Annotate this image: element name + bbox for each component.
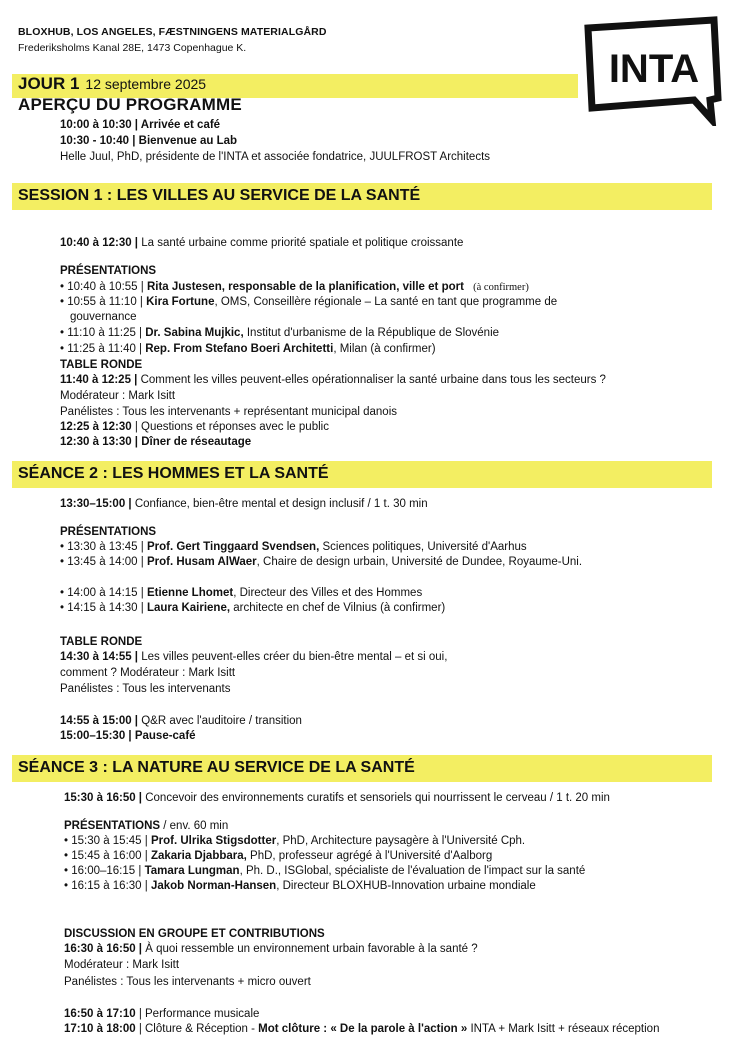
s1-panelists: Panélistes : Tous les intervenants + représentant municipal danois — [60, 406, 397, 418]
s3-intro: 15:30 à 16:50 | Concevoir des environnements curatifs et sensoriels qui nourrissent le cerveau / 1 t. 20 min — [64, 792, 610, 804]
s3-presentations-heading: PRÉSENTATIONS / env. 60 min — [64, 820, 229, 832]
arrival-line: 10:00 à 10:30 | Arrivée et café — [60, 119, 221, 131]
s1-moderator: Modérateur : Mark Isitt — [60, 390, 176, 402]
s1-presentation-3: • 11:10 à 11:25 | Dr. Sabina Mujkic, Institut d'urbanisme de la République de Slovénie — [60, 327, 500, 339]
s2-presentation-2: • 13:45 à 14:00 | Prof. Husam AlWaer, Chaire de design urbain, Université de Dundee, Royaume-Uni. — [60, 556, 583, 568]
s3-moderator: Modérateur : Mark Isitt — [64, 959, 180, 971]
s1-qa: 12:25 à 12:30 | Questions et réponses avec le public — [60, 421, 329, 433]
s2-presentation-1: • 13:30 à 13:45 | Prof. Gert Tinggaard Svendsen, Sciences politiques, Université d'Aarhus — [60, 541, 527, 553]
s2-presentations-heading: PRÉSENTATIONS — [60, 526, 157, 538]
s1-presentations-heading: PRÉSENTATIONS — [60, 265, 157, 277]
s3-presentation-3: • 16:00–16:15 | Tamara Lungman, Ph. D., ISGlobal, spécialiste de l'évaluation de l'impact sur la santé — [64, 865, 586, 877]
session3-title: SÉANCE 3 : LA NATURE AU SERVICE DE LA SANTÉ — [18, 759, 415, 776]
welcome-line: 10:30 - 10:40 | Bienvenue au Lab — [60, 135, 238, 147]
s2-presentation-3: • 14:00 à 14:15 | Etienne Lhomet, Directeur des Villes et des Hommes — [60, 587, 423, 599]
s3-music: 16:50 à 17:10 | Performance musicale — [64, 1008, 260, 1020]
welcome-speaker: Helle Juul, PhD, présidente de l'INTA et associée fondatrice, JUULFROST Architects — [60, 151, 491, 163]
inta-logo — [578, 16, 728, 126]
venue-address: Frederiksholms Kanal 28E, 1473 Copenhague K. — [18, 42, 247, 54]
venue-title: BLOXHUB, LOS ANGELES, FÆSTNINGENS MATERIALGÅRD — [18, 26, 327, 38]
s1-roundtable-heading: TABLE RONDE — [60, 359, 143, 371]
program-overview-title: APERÇU DU PROGRAMME — [18, 95, 242, 114]
s1-presentation-2-cont: gouvernance — [70, 311, 137, 323]
s1-presentation-4: • 11:25 à 11:40 | Rep. From Stefano Boeri Architetti, Milan (à confirmer) — [60, 343, 436, 355]
session1-title: SESSION 1 : LES VILLES AU SERVICE DE LA SANTÉ — [18, 187, 421, 204]
s2-roundtable-line: 14:30 à 14:55 | Les villes peuvent-elles créer du bien-être mental – et si oui, — [60, 651, 448, 663]
s1-roundtable-line: 11:40 à 12:25 | Comment les villes peuvent-elles opérationnaliser la santé urbaine dans tous les secteurs ? — [60, 374, 606, 386]
s1-presentation-2: • 10:55 à 11:10 | Kira Fortune, OMS, Conseillère régionale – La santé en tant que programme de — [60, 296, 558, 308]
day-label: JOUR 1 — [18, 74, 80, 93]
s2-intro: 13:30–15:00 | Confiance, bien-être mental et design inclusif / 1 t. 30 min — [60, 498, 428, 510]
s3-panelists: Panélistes : Tous les intervenants + micro ouvert — [64, 976, 311, 988]
s2-roundtable-heading: TABLE RONDE — [60, 636, 143, 648]
s2-coffee-break: 15:00–15:30 | Pause-café — [60, 730, 196, 742]
s2-qa: 14:55 à 15:00 | Q&R avec l'auditoire / transition — [60, 715, 302, 727]
s1-presentation-1: • 10:40 à 10:55 | Rita Justesen, responsable de la planification, ville et port (à confirmer) — [60, 281, 529, 293]
day-date: 12 septembre 2025 — [85, 76, 207, 92]
s3-presentation-2: • 15:45 à 16:00 | Zakaria Djabbara, PhD, professeur agrégé à l'Université d'Aalborg — [64, 850, 493, 862]
s1-lunch: 12:30 à 13:30 | Dîner de réseautage — [60, 436, 252, 448]
s2-panelists: Panélistes : Tous les intervenants — [60, 683, 231, 695]
s3-discussion-line: 16:30 à 16:50 | À quoi ressemble un environnement urbain favorable à la santé ? — [64, 943, 478, 955]
session2-title: SÉANCE 2 : LES HOMMES ET LA SANTÉ — [18, 465, 329, 482]
s1-intro: 10:40 à 12:30 | La santé urbaine comme priorité spatiale et politique croissante — [60, 237, 464, 249]
s3-discussion-heading: DISCUSSION EN GROUPE ET CONTRIBUTIONS — [64, 928, 325, 940]
s3-presentation-1: • 15:30 à 15:45 | Prof. Ulrika Stigsdotter, PhD, Architecture paysagère à l'Université Cph. — [64, 835, 526, 847]
s2-roundtable-cont: comment ? Modérateur : Mark Isitt — [60, 667, 236, 679]
s3-closing: 17:10 à 18:00 | Clôture & Réception - Mot clôture : « De la parole à l'action » INTA + Mark Isitt + réseaux réception — [64, 1023, 660, 1035]
logo-text: INTA — [608, 47, 700, 91]
day-heading — [18, 74, 206, 94]
s2-presentation-4: • 14:15 à 14:30 | Laura Kairiene, architecte en chef de Vilnius (à confirmer) — [60, 602, 446, 614]
s3-presentation-4: • 16:15 à 16:30 | Jakob Norman-Hansen, Directeur BLOXHUB-Innovation urbaine mondiale — [64, 880, 536, 892]
